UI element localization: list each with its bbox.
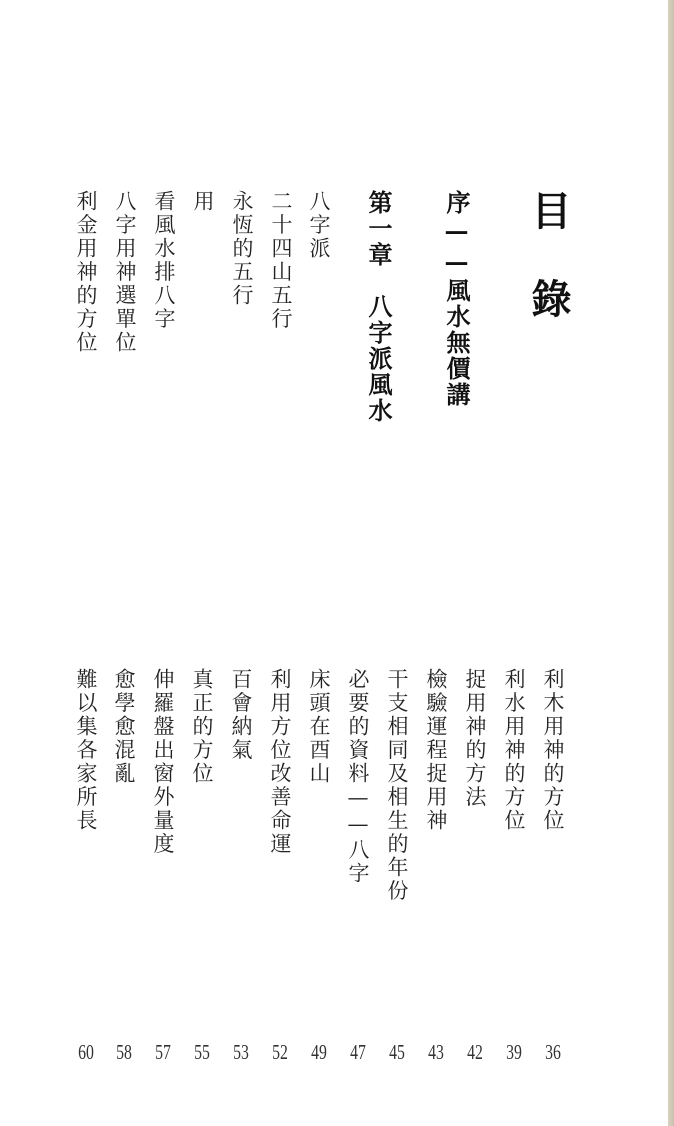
page-edge xyxy=(668,0,674,1126)
toc-entry: 愈學愈混亂 xyxy=(112,668,136,786)
page-number: 39 xyxy=(506,1040,522,1064)
toc-entry: 利金用神的方位 xyxy=(74,190,98,355)
toc-entry: 利水用神的方位 xyxy=(502,668,526,833)
page-number: 57 xyxy=(155,1040,171,1064)
page-number: 58 xyxy=(116,1040,132,1064)
preface-heading: 序——風水無價講 xyxy=(442,190,471,408)
page-number: 49 xyxy=(311,1040,327,1064)
page-number: 42 xyxy=(467,1040,483,1064)
toc-entry: 永恆的五行 xyxy=(230,190,254,308)
page-number: 52 xyxy=(272,1040,288,1064)
toc-entry: 檢驗運程捉用神 xyxy=(424,668,448,833)
toc-entry: 利木用神的方位 xyxy=(541,668,565,833)
page-number: 45 xyxy=(389,1040,405,1064)
toc-entry: 干支相同及相生的年份 xyxy=(385,668,409,903)
toc-entry: 伸羅盤出窗外量度 xyxy=(151,668,175,856)
page-number: 60 xyxy=(78,1040,94,1064)
page-title: 目錄 xyxy=(525,190,572,366)
toc-entry: 難以集各家所長 xyxy=(74,668,98,833)
toc-entry: 八字派 xyxy=(307,190,331,261)
page-number: 43 xyxy=(428,1040,444,1064)
toc-entry: 二十四山五行 xyxy=(269,190,293,331)
toc-entry: 捉用神的方法 xyxy=(463,668,487,809)
toc-entry: 必要的資料——八字 xyxy=(346,668,370,886)
toc-entry: 八字用神選單位 xyxy=(113,190,137,355)
toc-entry: 看風水排八字 xyxy=(152,190,176,331)
toc-entry: 利用方位改善命運 xyxy=(268,668,292,856)
toc-entry: 用 xyxy=(191,190,215,214)
page-number: 55 xyxy=(194,1040,210,1064)
page-number: 53 xyxy=(233,1040,249,1064)
toc-entry: 床頭在酉山 xyxy=(307,668,331,786)
toc-entry: 真正的方位 xyxy=(190,668,214,786)
page-number: 36 xyxy=(545,1040,561,1064)
toc-entry: 百會納氣 xyxy=(229,668,253,762)
chapter-heading: 第一章 八字派風水 xyxy=(364,190,393,424)
page-number: 47 xyxy=(350,1040,366,1064)
